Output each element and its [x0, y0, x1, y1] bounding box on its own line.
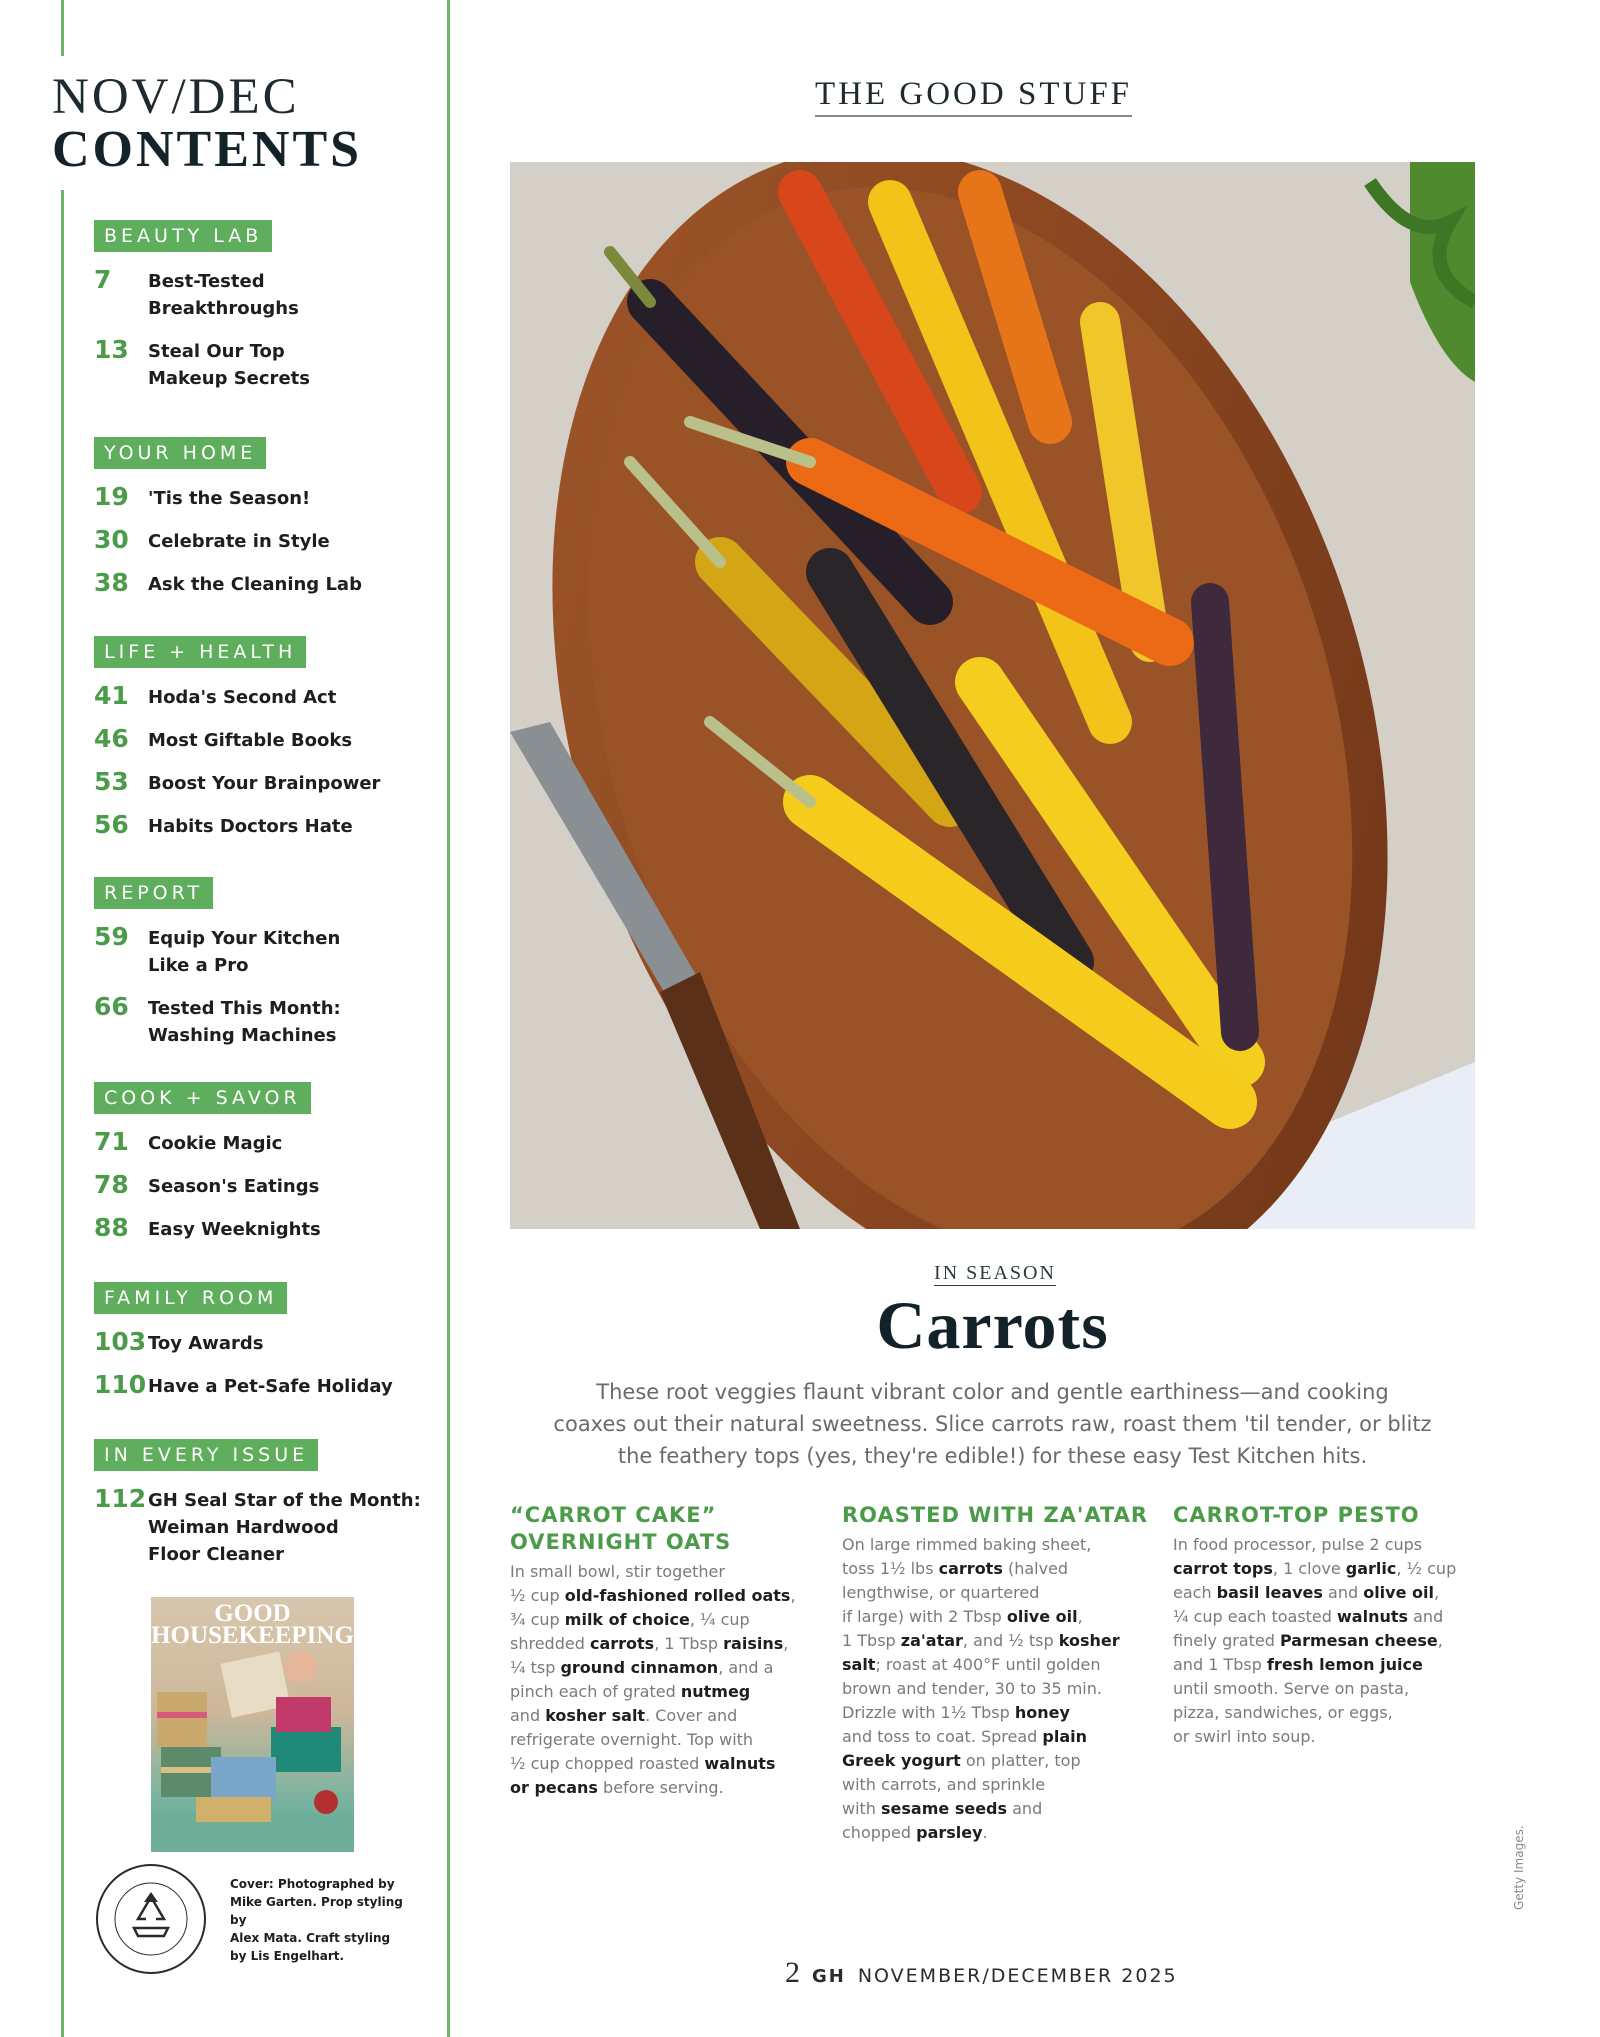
recipe-text: ¼ cup each toasted [1173, 1607, 1338, 1626]
recipe-body-line [510, 1728, 830, 1752]
recipe-ingredient: parsley [916, 1823, 983, 1842]
recipe-body-line [1173, 1725, 1493, 1749]
toc-item[interactable] [94, 725, 439, 754]
recipe-text: , and ½ tsp [962, 1631, 1059, 1650]
toc-page-number: 13 [94, 335, 129, 364]
carrots-photo [510, 162, 1475, 1229]
recipe-ingredient: ground cinnamon [560, 1658, 719, 1677]
left-rule-top [61, 0, 64, 56]
section-label: FAMILY ROOM [94, 1282, 287, 1314]
recipe-text: ½ cup [510, 1586, 565, 1605]
recipe-text: until smooth. Serve on pasta, [1173, 1679, 1410, 1698]
recipe-text: , 1 clove [1272, 1559, 1346, 1578]
recipe-text: 1 Tbsp [842, 1631, 901, 1650]
recipe-body-line [510, 1656, 830, 1680]
recipe-ingredient: or pecans [510, 1778, 598, 1797]
feature-section-label: IN SEASON [934, 1262, 1056, 1284]
recipe-title [842, 1502, 1162, 1529]
folio [785, 1956, 1178, 1990]
toc-item-title [148, 266, 299, 322]
recipe-ingredient: za'atar [900, 1631, 963, 1650]
toc-section [94, 877, 439, 1049]
recipe-text: and toss to coat. Spread [842, 1727, 1043, 1746]
recipe-roasted-zaatar [842, 1502, 1162, 1845]
recipe-body-line [510, 1704, 830, 1728]
recipe-body-line [842, 1725, 1162, 1749]
recipe-ingredient: Greek yogurt [842, 1751, 961, 1770]
recipe-ingredient: plain [1042, 1727, 1088, 1746]
recipe-body-line [842, 1773, 1162, 1797]
recipe-title-line: OVERNIGHT OATS [510, 1530, 732, 1554]
recipe-body-line [842, 1557, 1162, 1581]
recipe-text: , [790, 1586, 796, 1605]
section-label: IN EVERY ISSUE [94, 1439, 318, 1471]
toc-item[interactable] [94, 923, 439, 979]
toc-item-title [148, 1171, 319, 1200]
recipe-body-line [842, 1653, 1162, 1677]
toc-item[interactable] [94, 1171, 439, 1200]
feature-headline: Carrots [876, 1287, 1109, 1363]
toc-section [94, 220, 439, 392]
recycle-icon [94, 1862, 209, 1977]
section-label: REPORT [94, 877, 213, 909]
recipe-body-line [1173, 1629, 1493, 1653]
recipe-body-line [842, 1581, 1162, 1605]
toc-item-title-line: Washing Machines [148, 1025, 337, 1046]
toc-section [94, 437, 439, 598]
recipe-text: finely grated [1173, 1631, 1280, 1650]
recipe-ingredient: raisins [723, 1634, 784, 1653]
toc-item[interactable] [94, 811, 439, 840]
feature-section-label-row [0, 1263, 1600, 1286]
recipe-text: with [842, 1799, 882, 1818]
toc-item-title-line: Cookie Magic [148, 1133, 283, 1154]
issue-label: NOV/DEC [52, 69, 300, 125]
toc-item-title-line: Weiman Hardwood [148, 1517, 339, 1538]
toc-item-title-line: Makeup Secrets [148, 368, 310, 389]
toc-item-title-line: Tested This Month: [148, 998, 341, 1019]
recipe-ingredient: carrots [589, 1634, 655, 1653]
toc-item-title-line: Toy Awards [148, 1333, 264, 1354]
toc-item[interactable] [94, 682, 439, 711]
recipe-ingredient: olive oil [1363, 1583, 1434, 1602]
recipe-ingredient: sesame seeds [881, 1799, 1008, 1818]
toc-item-title-line: Have a Pet-Safe Holiday [148, 1376, 393, 1397]
contents-title: CONTENTS [52, 121, 363, 178]
recipe-text: shredded [510, 1634, 590, 1653]
toc-item-title [148, 483, 310, 512]
recipe-body-line [510, 1608, 830, 1632]
toc-page-number: 71 [94, 1127, 129, 1156]
recipe-body-line [510, 1632, 830, 1656]
recipe-text: In small bowl, stir together [510, 1562, 725, 1581]
toc-page-number: 59 [94, 922, 129, 951]
recipe-ingredient: kosher [1058, 1631, 1120, 1650]
toc-section [94, 1082, 439, 1243]
recipe-overnight-oats [510, 1502, 830, 1800]
toc-item-title-line: Boost Your Brainpower [148, 773, 381, 794]
toc-item[interactable] [94, 526, 439, 555]
folio-date: NOVEMBER/DECEMBER 2025 [857, 1965, 1178, 1987]
toc-page-number: 46 [94, 724, 129, 753]
recipe-body-line [1173, 1557, 1493, 1581]
toc-item-title [148, 336, 310, 392]
recipe-ingredient: carrot tops [1173, 1559, 1273, 1578]
recipe-text: pizza, sandwiches, or eggs, [1173, 1703, 1393, 1722]
toc-page-number: 19 [94, 482, 129, 511]
toc-item-title-line: Like a Pro [148, 955, 249, 976]
toc-item-title-line: Equip Your Kitchen [148, 928, 341, 949]
recipe-text: ¼ tsp [510, 1658, 561, 1677]
toc-page-number: 66 [94, 992, 129, 1021]
recipe-text: , [1077, 1607, 1083, 1626]
recipe-body-line [842, 1797, 1162, 1821]
recipe-ingredient: fresh lemon juice [1266, 1655, 1423, 1674]
recipe-ingredient: kosher salt [545, 1706, 646, 1725]
intro-line: coaxes out their natural sweetness. Slice carrots raw, roast them 'til tender, or blitz [553, 1412, 1432, 1436]
toc-page-number: 56 [94, 810, 129, 839]
toc-item-title [148, 1128, 282, 1157]
left-rule [61, 190, 64, 2037]
toc-item[interactable] [94, 336, 439, 392]
toc-item-title-line: Hoda's Second Act [148, 687, 337, 708]
toc-item[interactable] [94, 483, 439, 512]
recipe-body-line [510, 1560, 830, 1584]
toc-item[interactable] [94, 266, 439, 322]
recipe-text: , ½ cup [1396, 1559, 1457, 1578]
recipe-body-line [842, 1677, 1162, 1701]
recipe-text: if large) with 2 Tbsp [842, 1607, 1007, 1626]
recipe-ingredient: garlic [1345, 1559, 1397, 1578]
recipe-title-line: CARROT-TOP PESTO [1173, 1503, 1420, 1527]
recipe-body-line [1173, 1701, 1493, 1725]
recipe-ingredient: walnuts [704, 1754, 776, 1773]
recipe-text: and [1007, 1799, 1043, 1818]
recipe-body-line [1173, 1677, 1493, 1701]
recipe-ingredient: olive oil [1006, 1607, 1078, 1626]
recipe-text: with carrots, and sprinkle [842, 1775, 1046, 1794]
toc-page-number: 7 [94, 265, 112, 294]
recipe-ingredient: milk of choice [564, 1610, 690, 1629]
toc-page-number: 30 [94, 525, 129, 554]
recipe-body [510, 1560, 830, 1800]
cover-credit-line: Mike Garten. Prop styling by [230, 1895, 403, 1927]
recipe-text: refrigerate overnight. Top with [510, 1730, 754, 1749]
recipe-body-line [842, 1701, 1162, 1725]
folio-brand: GH [812, 1966, 846, 1987]
recipe-text: ½ cup chopped roasted [510, 1754, 705, 1773]
toc-page-number: 110 [94, 1370, 147, 1399]
cover-credit-line: by Lis Engelhart. [230, 1949, 345, 1963]
section-label: YOUR HOME [94, 437, 266, 469]
toc-item[interactable] [94, 768, 439, 797]
section-kicker: THE GOOD STUFF [815, 78, 1132, 117]
cover-credit-line: Alex Mata. Craft styling [230, 1931, 391, 1945]
recipe-ingredient: carrots [938, 1559, 1003, 1578]
toc-item-title [148, 923, 340, 979]
toc-item-title-line: GH Seal Star of the Month: [148, 1490, 421, 1511]
recipe-text: toss 1½ lbs [842, 1559, 939, 1578]
toc-item-title-line: Most Giftable Books [148, 730, 353, 751]
recipe-body-line [1173, 1581, 1493, 1605]
toc-item-title [148, 1485, 421, 1568]
toc-item-title-line: Ask the Cleaning Lab [148, 574, 362, 595]
recipe-body-line [842, 1821, 1162, 1845]
feature-intro [515, 1376, 1470, 1472]
toc-item-title [148, 1214, 321, 1243]
recipe-text: and [1322, 1583, 1364, 1602]
recipe-body [842, 1533, 1162, 1845]
recipe-body-line [1173, 1653, 1493, 1677]
recipe-ingredient: old-fashioned rolled oats [564, 1586, 791, 1605]
toc-item[interactable] [94, 993, 439, 1049]
toc-page-number: 53 [94, 767, 129, 796]
page-number: 2 [785, 1956, 800, 1989]
recipe-body-line [1173, 1605, 1493, 1629]
recipe-text: ; roast at 400°F until golden [875, 1655, 1101, 1674]
recipe-text: chopped [842, 1823, 917, 1842]
recipe-ingredient: salt [842, 1655, 876, 1674]
recipe-body [1173, 1533, 1493, 1749]
recipe-text: , and a [718, 1658, 774, 1677]
recipe-body-line [510, 1584, 830, 1608]
toc-page-number: 78 [94, 1170, 129, 1199]
toc-item-title-line: Easy Weeknights [148, 1219, 321, 1240]
recipe-body-line [842, 1749, 1162, 1773]
section-label: LIFE + HEALTH [94, 636, 306, 668]
toc-item-title [148, 725, 352, 754]
photo-credit: Getty Images. [1512, 1825, 1526, 1910]
section-label: BEAUTY LAB [94, 220, 272, 252]
recipe-text: pinch each of grated [510, 1682, 681, 1701]
toc-item-title [148, 1328, 263, 1357]
toc-item-title [148, 811, 353, 840]
recipe-title-line: “CARROT CAKE” [510, 1503, 717, 1527]
recipe-text: each [1173, 1583, 1217, 1602]
recipe-text: or swirl into soup. [1173, 1727, 1316, 1746]
recipe-text: , 1 Tbsp [654, 1634, 724, 1653]
recipe-ingredient: walnuts [1337, 1607, 1409, 1626]
cover-credit-line: Cover: Photographed by [230, 1877, 395, 1891]
intro-line: These root veggies flaunt vibrant color and gentle earthiness—and cooking [596, 1380, 1389, 1404]
recipe-text: lengthwise, or quartered [842, 1583, 1040, 1602]
toc-item-title [148, 569, 362, 598]
toc-item-title [148, 682, 336, 711]
toc-item-title-line: Habits Doctors Hate [148, 816, 353, 837]
gift-boxes-illustration [151, 1597, 354, 1852]
toc-item[interactable] [94, 1371, 439, 1400]
cover-credit [230, 1875, 415, 1965]
toc-item[interactable] [94, 569, 439, 598]
toc-item[interactable] [94, 1328, 439, 1357]
recipe-text: before serving. [597, 1778, 724, 1797]
recipe-text: Drizzle with 1½ Tbsp [842, 1703, 1015, 1722]
recipe-text: , [1433, 1583, 1440, 1602]
recipe-text: on platter, top [960, 1751, 1081, 1770]
toc-item-title-line: 'Tis the Season! [148, 488, 311, 509]
toc-section [94, 1282, 439, 1400]
recipe-body-line [510, 1680, 830, 1704]
recipe-ingredient: basil leaves [1216, 1583, 1323, 1602]
toc-page-number: 88 [94, 1213, 129, 1242]
toc-item-title-line: Breakthroughs [148, 298, 299, 319]
recipe-text: , [1437, 1631, 1443, 1650]
recipe-ingredient: Parmesan cheese [1279, 1631, 1438, 1650]
cover-masthead: GOOD HOUSEKEEPING [151, 1600, 354, 1649]
toc-section [94, 636, 439, 840]
recipe-body-line [842, 1629, 1162, 1653]
toc-item-title [148, 526, 330, 555]
recipe-title-line: ROASTED WITH ZA'ATAR [842, 1503, 1149, 1527]
section-label: COOK + SAVOR [94, 1082, 311, 1114]
recipe-text: brown and tender, 30 to 35 min. [842, 1679, 1102, 1698]
toc-item-title-line: Season's Eatings [148, 1176, 320, 1197]
cover-thumbnail[interactable] [151, 1597, 354, 1852]
recipe-body-line [842, 1533, 1162, 1557]
recipe-ingredient: nutmeg [680, 1682, 751, 1701]
toc-item-title-line: Celebrate in Style [148, 531, 330, 552]
recipe-carrot-top-pesto [1173, 1502, 1493, 1749]
toc-item-title [148, 768, 380, 797]
toc-item[interactable] [94, 1214, 439, 1243]
recipe-body-line [842, 1605, 1162, 1629]
recipe-ingredient: honey [1014, 1703, 1070, 1722]
recipe-text: On large rimmed baking sheet, [842, 1535, 1092, 1554]
recipe-title [510, 1502, 830, 1556]
toc-page-number: 38 [94, 568, 129, 597]
column-divider [447, 0, 450, 2037]
toc-section [94, 1439, 439, 1568]
recipe-text: In food processor, pulse 2 cups [1173, 1535, 1423, 1554]
toc-item[interactable] [94, 1485, 439, 1568]
toc-item-title-line: Steal Our Top [148, 341, 285, 362]
recipe-text: , [783, 1634, 789, 1653]
toc-page-number: 103 [94, 1327, 147, 1356]
toc-item-title [148, 1371, 393, 1400]
toc-page-number: 112 [94, 1484, 147, 1513]
intro-line: the feathery tops (yes, they're edible!) for these easy Test Kitchen hits. [617, 1444, 1368, 1468]
recipe-text: . [982, 1823, 988, 1842]
recipe-text: (halved [1002, 1559, 1069, 1578]
recipe-body-line [1173, 1533, 1493, 1557]
recipe-text: ¾ cup [510, 1610, 565, 1629]
toc-item[interactable] [94, 1128, 439, 1157]
recipe-text: . Cover and [645, 1706, 738, 1725]
recipe-text: and 1 Tbsp [1173, 1655, 1267, 1674]
toc-item-title-line: Best-Tested [148, 271, 265, 292]
toc-item-title [148, 993, 341, 1049]
recipe-body-line [510, 1776, 830, 1800]
recipe-text: , ¼ cup [689, 1610, 750, 1629]
toc-page-number: 41 [94, 681, 129, 710]
recipe-text: and [1408, 1607, 1444, 1626]
recipe-title [1173, 1502, 1493, 1529]
recipe-text: and [510, 1706, 546, 1725]
toc-item-title-line: Floor Cleaner [148, 1544, 284, 1565]
recipe-body-line [510, 1752, 830, 1776]
